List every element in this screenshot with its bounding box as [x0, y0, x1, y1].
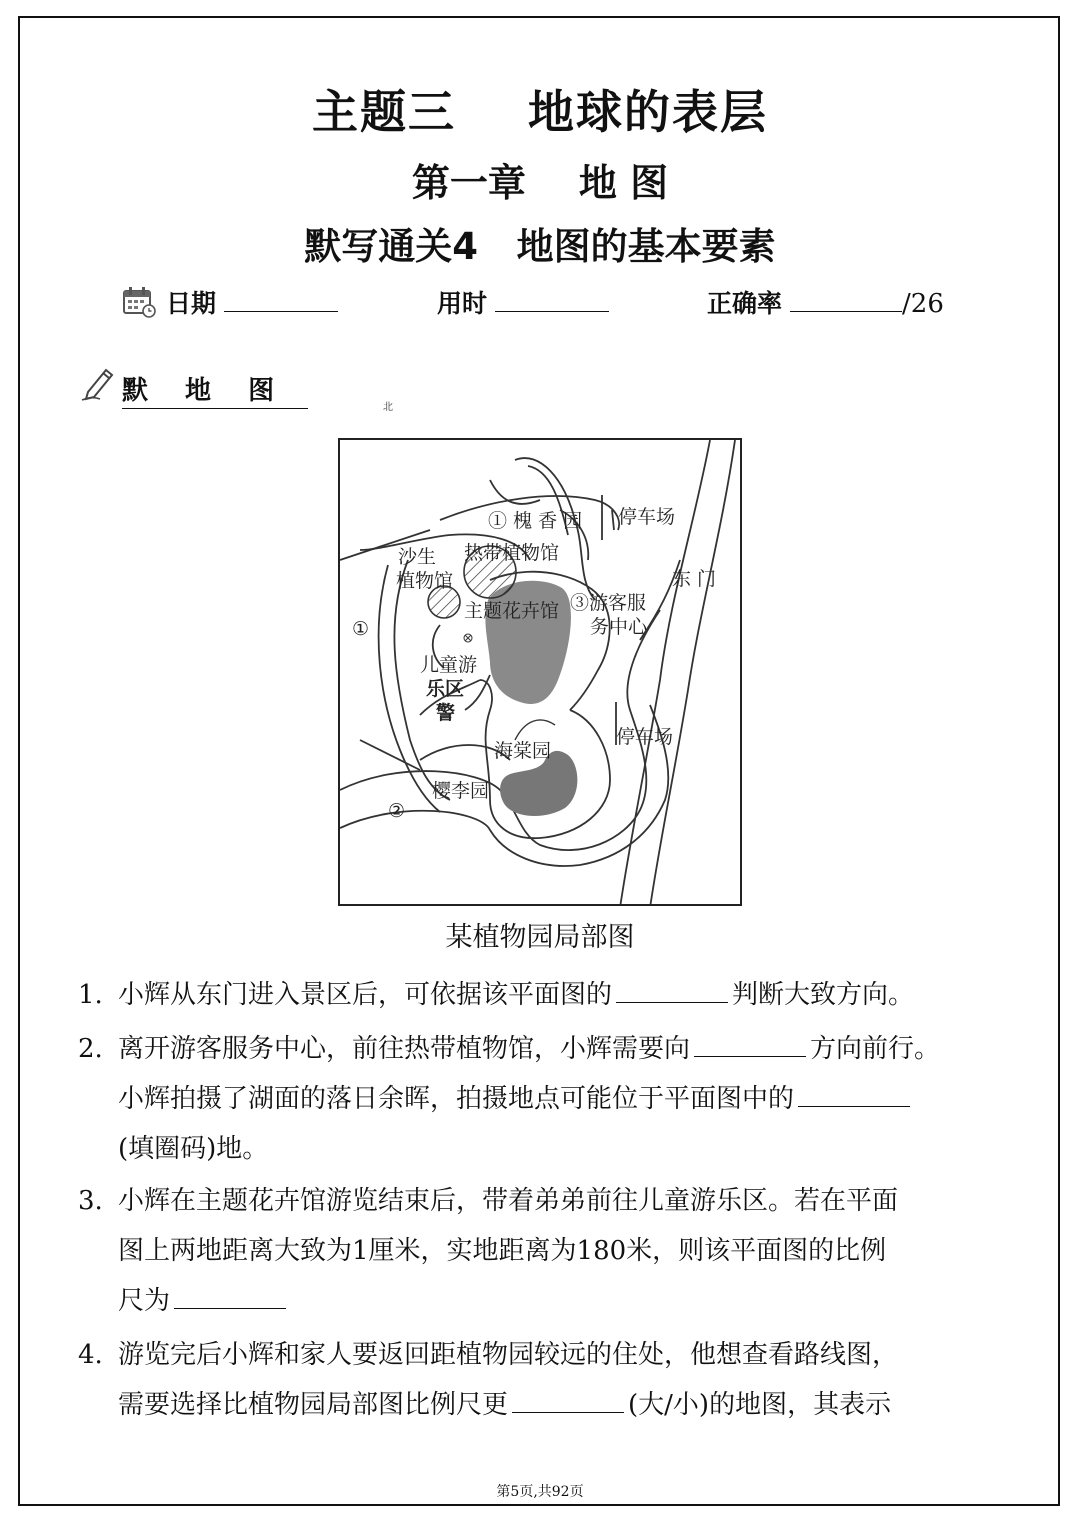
map-label-parking-east: 停车场: [616, 726, 674, 748]
question-3: [78, 1176, 1018, 1326]
pencil-icon: [78, 362, 118, 402]
question-text: 小辉在主题花卉馆游览结束后，带着弟弟前往儿童游乐区。若在平面: [118, 1186, 899, 1216]
page-footer: 第5页,共92页: [496, 1484, 584, 1500]
accuracy-blank[interactable]: [790, 285, 902, 312]
map-label-service-2: 务中心: [590, 616, 648, 638]
answer-blank[interactable]: [694, 1030, 806, 1057]
question-text: 小辉从东门进入景区后，可依据该平面图的: [118, 980, 613, 1010]
chapter-title: 第一章 地 图: [411, 161, 669, 205]
lesson-title: 默写通关4 地图的基本要素: [304, 225, 776, 268]
calendar-icon: [122, 286, 156, 318]
map-label-service-1: ③游客服: [570, 592, 647, 614]
question-1: [78, 970, 1018, 1020]
map-label-huaixiang: ① 槐 香 园: [488, 510, 583, 532]
question-2: [78, 1024, 1018, 1174]
map-label-kids-3: 警: [436, 702, 456, 724]
map-label-sand-1: 沙生: [398, 546, 437, 568]
question-text: 游览完后小辉和家人要返回距植物园较远的住处，他想查看路线图，: [118, 1340, 899, 1370]
question-text: 方向前行。: [810, 1034, 941, 1064]
question-text: 小辉拍摄了湖面的落日余晖，拍摄地点可能位于平面图中的: [118, 1084, 795, 1114]
question-text: 需要选择比植物园局部图比例尺更: [118, 1390, 509, 1420]
answer-blank[interactable]: [174, 1282, 286, 1309]
time-label: 用时: [437, 289, 488, 318]
section-title: 默 地 图: [122, 376, 308, 409]
question-number: 4.: [78, 1340, 103, 1370]
north-label: 北: [383, 402, 393, 413]
map-label-kids-1: 儿童游: [420, 654, 478, 676]
question-4: [78, 1330, 1018, 1430]
question-text: 判断大致方向。: [732, 980, 915, 1010]
question-text: (大/小)的地图，其表示: [628, 1390, 892, 1420]
map-label-begonia: 海棠园: [494, 740, 552, 762]
map-label-parking-north: 停车场: [618, 506, 676, 528]
section-heading: [78, 370, 308, 407]
map-label-circle-1: ①: [352, 618, 370, 640]
question-text: 离开游客服务中心，前往热带植物馆，小辉需要向: [118, 1034, 691, 1064]
answer-blank[interactable]: [616, 976, 728, 1003]
map-label-east-gate: 东 门: [672, 568, 717, 590]
map-label-circle-2: ②: [388, 800, 406, 822]
time-blank[interactable]: [495, 285, 609, 312]
question-text: 尺为: [118, 1286, 171, 1316]
accuracy-label: 正确率: [707, 289, 783, 318]
map-label-cherry: 樱李园: [432, 780, 490, 802]
map-label-kids-2: 乐区: [426, 678, 465, 700]
map-label-sand-2: 植物馆: [396, 570, 454, 592]
answer-blank[interactable]: [512, 1386, 624, 1413]
question-text: (填圈码)地。: [118, 1134, 269, 1164]
answer-blank[interactable]: [798, 1080, 910, 1107]
question-number: 1.: [78, 980, 103, 1010]
map-label-flower-hall: 主题花卉馆: [464, 600, 560, 622]
question-number: 3.: [78, 1186, 103, 1216]
accuracy-total: /26: [902, 289, 944, 319]
page-title: 主题三 地球的表层: [311, 85, 769, 139]
date-field: [122, 284, 338, 324]
date-label: 日期: [166, 289, 217, 318]
map-label-tropical: 热带植物馆: [464, 542, 560, 564]
map-caption: 某植物园局部图: [445, 922, 635, 953]
plant-garden-map: [338, 438, 742, 906]
accuracy-field: [707, 284, 944, 324]
question-number: 2.: [78, 1034, 103, 1064]
question-text: 图上两地距离大致为1厘米，实地距离为180米，则该平面图的比例: [118, 1236, 887, 1266]
time-field: [437, 284, 609, 324]
date-blank[interactable]: [224, 285, 338, 312]
